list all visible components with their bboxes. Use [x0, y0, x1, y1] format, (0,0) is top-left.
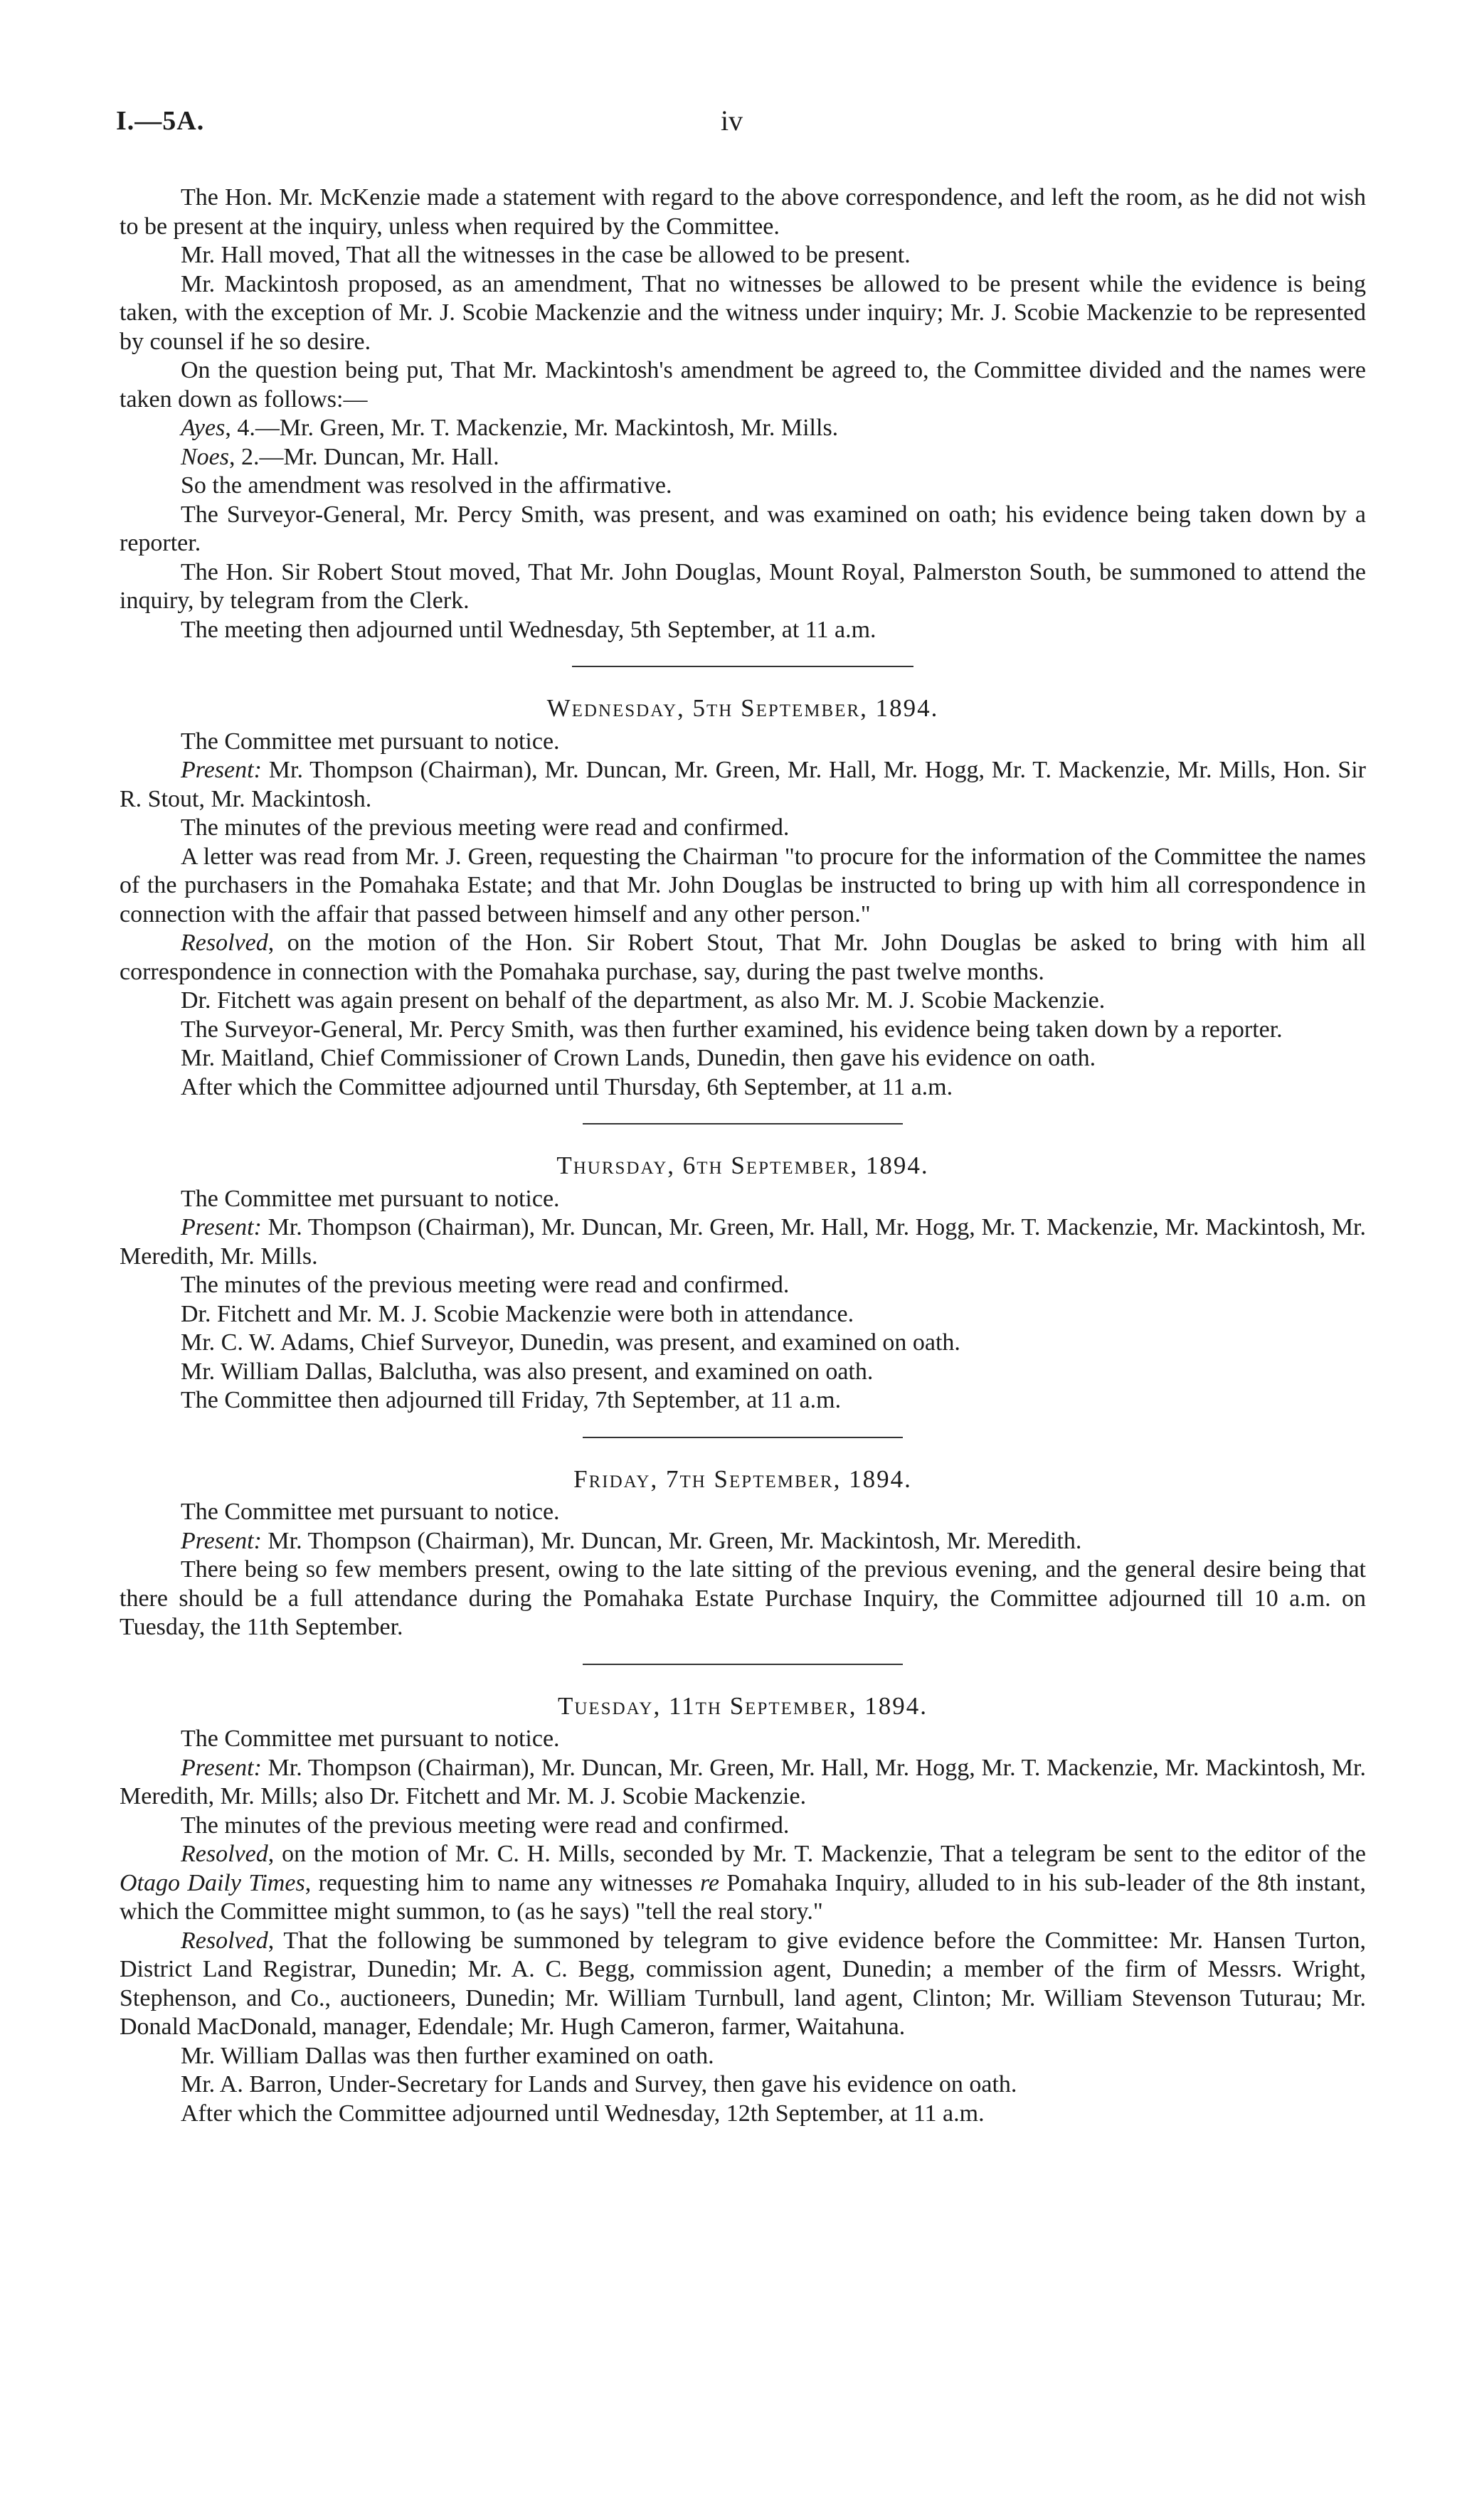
paragraph-hall-moved: Mr. Hall moved, That all the witnesses in the case be allowed to be present.	[181, 242, 911, 268]
paragraph-fitchett: Dr. Fitchett and Mr. M. J. Scobie Mackenzie were both in attendance.	[181, 1300, 854, 1327]
ayes-names: , 4.—Mr. Green, Mr. T. Mackenzie, Mr. Mackintosh, Mr. Mills.	[225, 415, 839, 441]
paragraph-dallas: Mr. William Dallas was then further examined on oath.	[181, 2042, 714, 2069]
paragraph-green-letter: A letter was read from Mr. J. Green, requesting the Chairman "to procure for the information of the Committee the names of the purchasers in the Pomahaka Estate; and that Mr. John Douglas be instructed to bring up with him all correspondence in connection with the affair that passed between himself and any other person."	[120, 843, 1366, 927]
noes-label: Noes	[181, 443, 229, 470]
resolved-text-part: , on the motion of Mr. C. H. Mills, seconded by Mr. T. Mackenzie, That a telegram be sent to the editor of the	[267, 1841, 1366, 1867]
paragraph-ayes	[120, 414, 1366, 443]
paragraph-barron: Mr. A. Barron, Under-Secretary for Lands and Survey, then gave his evidence on oath.	[181, 2071, 1017, 2098]
paragraph-few-members: There being so few members present, owing to the late sitting of the previous evening, and the general desire being that there should be a full attendance during the Pomahaka Estate Purchase Inquiry, the Committee adjourned till 10 a.m. on Tuesday, the 11th September.	[120, 1556, 1366, 1640]
paragraph-resolved-telegram	[120, 1840, 1366, 1927]
section-divider	[583, 1123, 903, 1125]
section-divider	[583, 1437, 903, 1438]
paragraph-present	[120, 1213, 1366, 1271]
resolved-text: , on the motion of the Hon. Sir Robert Stout, That Mr. John Douglas be asked to bring with him all correspondence in connection with the Pomahaka purchase, say, during the past twelve months.	[120, 930, 1366, 985]
date-heading-thursday: Thursday, 6th September, 1894.	[556, 1152, 929, 1179]
present-names: Mr. Thompson (Chairman), Mr. Duncan, Mr. Green, Mr. Hall, Mr. Hogg, Mr. T. Mackenzie, Mr. Mackintosh, Mr. Meredith, Mr. Mills.	[120, 1214, 1366, 1270]
date-heading-tuesday: Tuesday, 11th September, 1894.	[557, 1691, 928, 1720]
date-heading-friday: Friday, 7th September, 1894.	[573, 1464, 912, 1493]
re-word: re	[699, 1869, 719, 1896]
paragraph-surveyor-examined: The Surveyor-General, Mr. Percy Smith, was then further examined, his evidence being taken down by a reporter.	[181, 1016, 1283, 1043]
paragraph-met: The Committee met pursuant to notice.	[181, 1185, 560, 1212]
newspaper-title: Otago Daily Times	[120, 1869, 305, 1896]
paragraph-adjourned: The Committee then adjourned till Friday, 7th September, at 11 a.m.	[181, 1387, 842, 1413]
resolved-label: Resolved	[181, 1927, 268, 1954]
paragraph-adjourned: After which the Committee adjourned until Wednesday, 12th September, at 11 a.m.	[181, 2100, 985, 2127]
paragraph-present	[120, 1754, 1366, 1812]
paragraph-question-put: On the question being put, That Mr. Mackintosh's amendment be agreed to, the Committee divided and the names were taken down as follows:—	[120, 357, 1366, 413]
paragraph-adjourned: After which the Committee adjourned until Thursday, 6th September, at 11 a.m.	[181, 1073, 953, 1100]
paragraph-fitchett: Dr. Fitchett was again present on behalf of the department, as also Mr. M. J. Scobie Mackenzie.	[181, 987, 1106, 1014]
paragraph-adams: Mr. C. W. Adams, Chief Surveyor, Dunedin, was present, and examined on oath.	[181, 1329, 960, 1356]
resolved-text: , That the following be summoned by telegram to give evidence before the Committee: Mr. Hansen Turton, District Land Registrar, Dunedin; Mr. A. C. Begg, commission agent, Dunedin; a member of the firm of Messrs. Wright, Stephenson, and Co., auctioneers, Dunedin; Mr. William Turnbull, land agent, Clinton; Mr. William Stevenson Tuturau; Mr. Donald MacDonald, manager, Edendale; Mr. Hugh Cameron, farmer, Waitahuna.	[120, 1927, 1366, 2040]
resolved-label: Resolved	[181, 1841, 268, 1867]
present-label: Present:	[181, 1754, 262, 1781]
paragraph-present	[120, 756, 1366, 814]
paragraph-resolved-summons	[120, 1927, 1366, 2042]
paragraph-maitland: Mr. Maitland, Chief Commissioner of Crown Lands, Dunedin, then gave his evidence on oath.	[181, 1045, 1096, 1071]
present-names: Mr. Thompson (Chairman), Mr. Duncan, Mr. Green, Mr. Hall, Mr. Hogg, Mr. T. Mackenzie, Mr. Mills, Hon. Sir R. Stout, Mr. Mackintosh.	[120, 757, 1366, 812]
present-names: Mr. Thompson (Chairman), Mr. Duncan, Mr. Green, Mr. Hall, Mr. Hogg, Mr. T. Mackenzie, Mr. Mackintosh, Mr. Meredith, Mr. Mills; also Dr. Fitchett and Mr. M. J. Scobie Mackenzie.	[120, 1754, 1366, 1809]
paragraph-met: The Committee met pursuant to notice.	[181, 728, 560, 755]
resolved-text-part: , requesting him to name any witnesses	[304, 1869, 700, 1896]
paragraph-dallas: Mr. William Dallas, Balclutha, was also present, and examined on oath.	[181, 1358, 874, 1385]
paragraph-noes	[120, 443, 1366, 472]
paragraph-mackintosh-amendment: Mr. Mackintosh proposed, as an amendment, That no witnesses be allowed to be present while the evidence is being taken, with the exception of Mr. J. Scobie Mackenzie and the witness under inquiry; Mr. J. Scobie Mackenzie to be represented by counsel if he so desire.	[120, 270, 1366, 355]
paragraph-resolved	[120, 929, 1366, 987]
paragraph-minutes: The minutes of the previous meeting were read and confirmed.	[181, 1812, 790, 1839]
document-body	[120, 184, 1366, 2128]
resolved-text-part: Pomahaka Inquiry, alluded to in his sub-leader of the 8th instant, which the Committee might summon, to (as he says) "tell the real story."	[120, 1869, 1367, 1925]
paragraph-stout-moved: The Hon. Sir Robert Stout moved, That Mr. John Douglas, Mount Royal, Palmerston South, be summoned to attend the inquiry, by telegram from the Clerk.	[120, 558, 1366, 614]
paragraph-met: The Committee met pursuant to notice.	[181, 1499, 560, 1525]
section-divider	[583, 1664, 903, 1665]
running-head	[116, 105, 1366, 156]
noes-names: , 2.—Mr. Duncan, Mr. Hall.	[229, 443, 499, 470]
present-label: Present:	[181, 757, 262, 783]
paragraph-meeting-adjourned: The meeting then adjourned until Wednesday, 5th September, at 11 a.m.	[181, 616, 876, 643]
paragraph-present	[120, 1527, 1366, 1556]
paragraph-amendment-resolved: So the amendment was resolved in the affirmative.	[181, 472, 672, 499]
section-divider	[572, 666, 913, 667]
page-number: iv	[721, 105, 743, 137]
date-heading-wednesday: Wednesday, 5th September, 1894.	[546, 694, 939, 722]
paragraph-mckenzie-statement: The Hon. Mr. McKenzie made a statement with regard to the above correspondence, and left the room, as he did not wish to be present at the inquiry, unless when required by the Committee.	[120, 184, 1366, 240]
paragraph-met: The Committee met pursuant to notice.	[181, 1726, 560, 1752]
document-reference: I.—5A.	[116, 106, 205, 136]
resolved-label: Resolved	[181, 930, 268, 956]
paragraph-minutes: The minutes of the previous meeting were read and confirmed.	[181, 814, 790, 841]
present-label: Present:	[181, 1527, 262, 1554]
ayes-label: Ayes	[181, 415, 226, 441]
present-label: Present:	[181, 1214, 262, 1240]
paragraph-minutes: The minutes of the previous meeting were read and confirmed.	[181, 1272, 790, 1298]
paragraph-surveyor-general: The Surveyor-General, Mr. Percy Smith, was present, and was examined on oath; his evidence being taken down by a reporter.	[120, 501, 1366, 556]
present-names: Mr. Thompson (Chairman), Mr. Duncan, Mr. Green, Mr. Mackintosh, Mr. Meredith.	[261, 1527, 1082, 1554]
